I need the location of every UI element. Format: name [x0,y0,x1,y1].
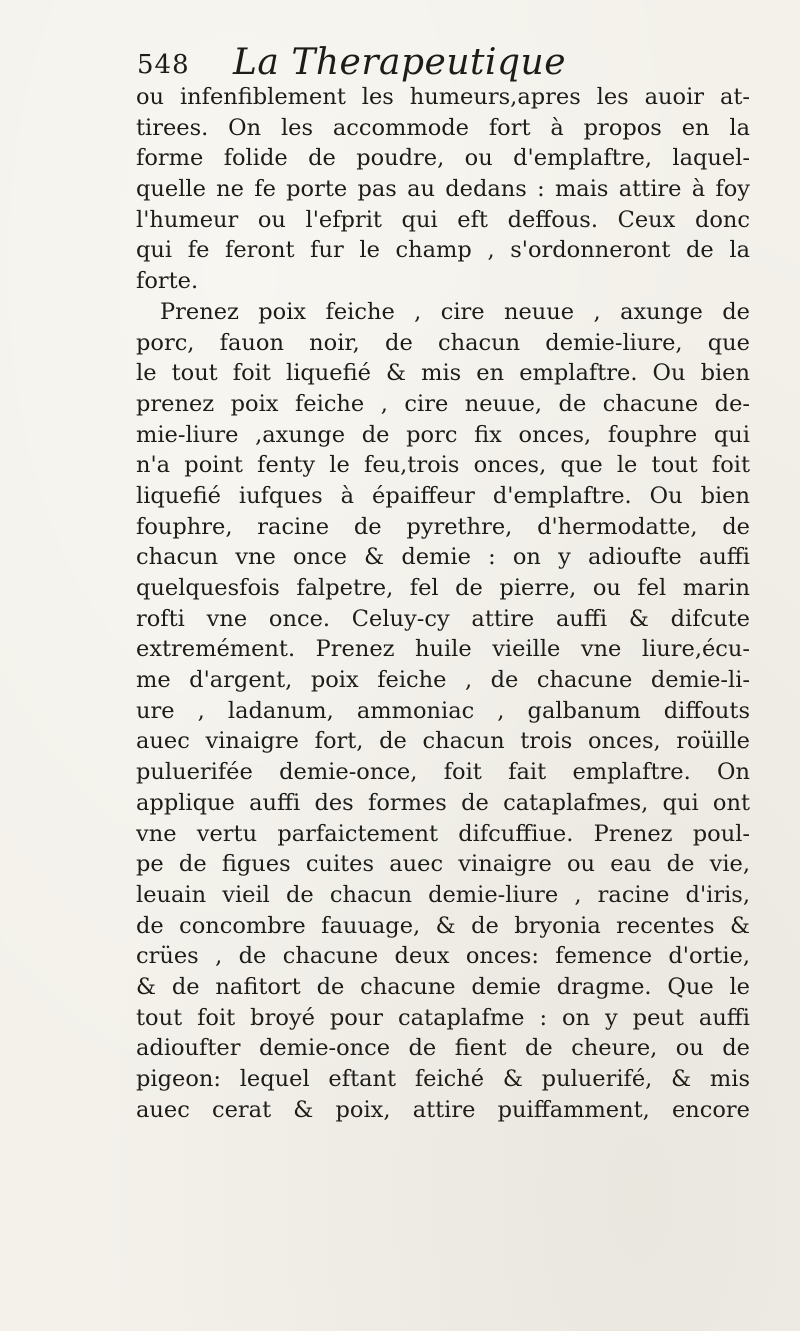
text-line: le tout foit liquefié & mis en emplaftre. Ou bien [136,360,750,387]
text-line: forme folide de poudre, ou d'emplaftre, laquel- [136,145,750,172]
text-line: adioufter demie-once de fient de cheure, ou de [136,1035,750,1062]
text-line: tirees. On les accommode fort à propos en la [136,114,750,141]
text-line: ou infenfiblement les humeurs,apres les auoir at- [136,84,750,110]
text-line: qui fe feront fur le champ , s'ordonneront de la [136,237,750,264]
text-line: porc, fauon noir, de chacun demie-liure, que [136,329,750,356]
text-line: vne vertu parfaictement difcuffiue. Prenez poul- [136,820,750,847]
text-line: Prenez poix feiche , cire neuue , axunge de [160,298,750,325]
text-line: leuain vieil de chacun demie-liure , racine d'iris, [136,881,750,908]
text-line: puluerifée demie-once, foit fait emplaftre. On [136,759,750,786]
page-number: 548 [137,50,190,80]
text-line: rofti vne once. Celuy-cy attire auffi & difcute [136,605,750,632]
text-line: pe de figues cuites auec vinaigre ou eau de vie, [136,851,750,878]
text-line: liquefié iufques à épaiffeur d'emplaftre. Ou bien [136,482,750,509]
text-line: de concombre fauuage, & de bryonia recentes & [136,912,750,939]
text-line: me d'argent, poix feiche , de chacune demie-li- [136,667,750,694]
text-line: n'a point fenty le feu,trois onces, que le tout foit [136,452,750,479]
text-line: crües , de chacune deux onces: femence d'ortie, [136,943,750,970]
text-line: extremément. Prenez huile vieille vne liure,écu- [136,636,750,663]
text-line: l'humeur ou l'efprit qui eft deffous. Ceux donc [136,206,750,233]
text-line: & de nafitort de chacune demie dragme. Que le [136,973,750,1000]
text-line: pigeon: lequel eftant feiché & puluerifé, & mis [136,1066,750,1092]
text-line: mie-liure ,axunge de porc fix onces, fouphre qui [136,421,750,448]
text-line: quelle ne fe porte pas au dedans : mais attire à foy [136,176,750,203]
text-line: ure , ladanum, ammoniac , galbanum diffouts [136,697,750,724]
text-line: tout foit broyé pour cataplafme : on y peut auffi [136,1004,750,1031]
text-line: prenez poix feiche , cire neuue, de chacune de- [136,390,750,417]
text-line: fouphre, racine de pyrethre, d'hermodatte, de [136,513,750,540]
text-line: auec cerat & poix, attire puiffamment, encore [136,1096,750,1123]
text-line: quelquesfois falpetre, fel de pierre, ou fel marin [136,575,750,601]
text-line: auec vinaigre fort, de chacun trois onces, roüille [136,728,750,755]
text-line: chacun vne once & demie : on y adioufte auffi [136,544,750,571]
text-line: forte. [136,268,199,295]
running-title: La Therapeutique [233,42,567,83]
text-line: applique auffi des formes de cataplafmes, qui ont [136,789,750,816]
body-text [136,82,750,1125]
